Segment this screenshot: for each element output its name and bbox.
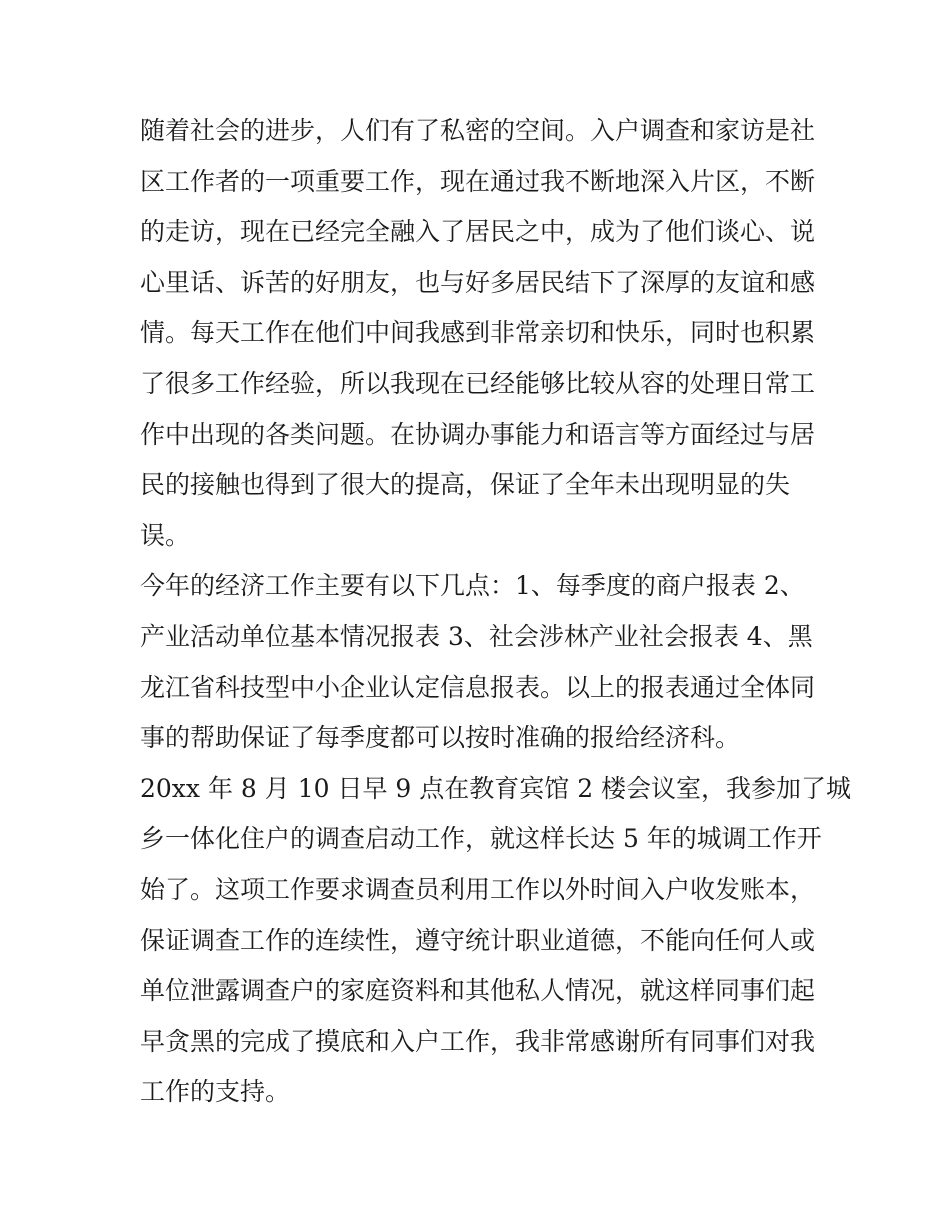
- text-line: 随着社会的进步，人们有了私密的空间。入户调查和家访是社: [140, 116, 816, 145]
- text-line: 工作的支持。: [140, 1077, 291, 1107]
- text-line: 区工作者的一项重要工作，现在通过我不断地深入片区，不断: [140, 166, 816, 196]
- text-line: 20xx 年 8 月 10 日早 9 点在教育宾馆 2 楼会议室，我参加了城: [140, 773, 852, 803]
- text-line: 单位泄露调查户的家庭资料和其他私人情况，就这样同事们起: [140, 976, 816, 1006]
- text-line: 作中出现的各类问题。在协调办事能力和语言等方面经过与居: [140, 419, 816, 449]
- text-line: 今年的经济工作主要有以下几点：1、每季度的商户报表 2、: [140, 571, 805, 601]
- text-line: 的走访，现在已经完全融入了居民之中，成为了他们谈心、说: [140, 217, 816, 247]
- text-line: 保证调查工作的连续性，遵守统计职业道德，不能向任何人或: [140, 925, 816, 955]
- text-line: 误。: [140, 520, 191, 550]
- text-line: 情。每天工作在他们中间我感到非常亲切和快乐，同时也积累: [140, 318, 816, 348]
- text-line: 始了。这项工作要求调查员利用工作以外时间入户收发账本，: [140, 874, 816, 904]
- text-line: 龙江省科技型中小企业认定信息报表。以上的报表通过全体同: [140, 672, 816, 702]
- text-line: 民的接触也得到了很大的提高，保证了全年未出现明显的失: [140, 470, 791, 500]
- text-line: 乡一体化住户的调查启动工作，就这样长达 5 年的城调工作开: [140, 824, 822, 854]
- text-line: 早贪黑的完成了摸底和入户工作，我非常感谢所有同事们对我: [140, 1026, 816, 1056]
- document-body: [140, 106, 852, 1118]
- text-line: 心里话、诉苦的好朋友，也与好多居民结下了深厚的友谊和感: [140, 267, 816, 297]
- text-line: 了很多工作经验，所以我现在已经能够比较从容的处理日常工: [140, 368, 816, 398]
- text-line: 产业活动单位基本情况报表 3、社会涉林产业社会报表 4、黑: [140, 621, 813, 651]
- text-line: 事的帮助保证了每季度都可以按时准确的报给经济科。: [140, 723, 741, 753]
